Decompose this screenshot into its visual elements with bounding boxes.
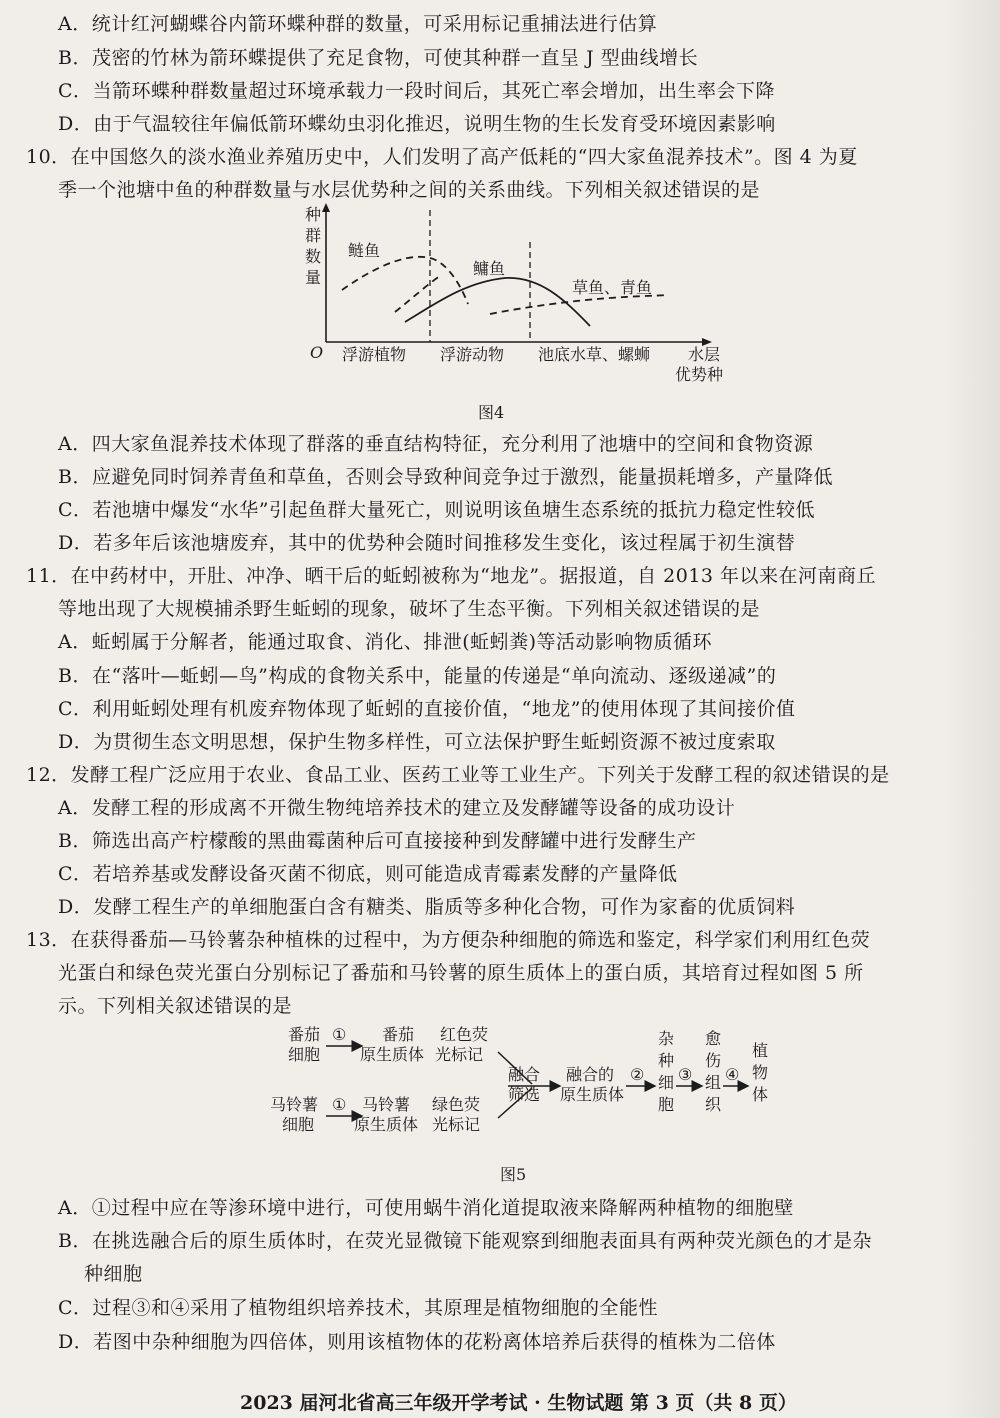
y-label-4: 量 bbox=[305, 268, 322, 287]
q12-option-b: B．筛选出高产柠檬酸的黑曲霉菌种后可直接接种到发酵罐中进行发酵生产 bbox=[58, 830, 697, 852]
potato-protoplast-line2: 原生质体 bbox=[354, 1115, 419, 1134]
tomato-cell-line2: 细胞 bbox=[288, 1045, 321, 1064]
category-2: 浮游动物 bbox=[440, 345, 505, 364]
q13-stem-line1: 13．在获得番茄—马铃薯杂种植株的过程中，为方便杂种细胞的筛选和鉴定，科学家们利用红色荧 bbox=[26, 929, 871, 951]
step1-top: ① bbox=[332, 1025, 347, 1044]
q10-stem-line1: 10．在中国悠久的淡水渔业养殖历史中，人们发明了高产低耗的“四大家鱼混养技术”。图 4 为夏 bbox=[26, 146, 858, 168]
q10-option-d: D．若多年后该池塘废弃，其中的优势种会随时间推移发生变化，该过程属于初生演替 bbox=[58, 532, 796, 554]
tomato-cell: 番茄 bbox=[288, 1025, 321, 1044]
red-fluorescent-label-line2: 光标记 bbox=[435, 1045, 484, 1064]
potato-cell: 马铃薯 bbox=[270, 1095, 319, 1114]
q11-option-b: B．在“落叶—蚯蚓—鸟”构成的食物关系中，能量的传递是“单向流动、逐级递减”的 bbox=[58, 665, 777, 687]
x-label-1: 水层 bbox=[688, 345, 721, 364]
q9-option-b: B．茂密的竹林为箭环蝶提供了充足食物，可使其种群一直呈 J 型曲线增长 bbox=[58, 47, 699, 69]
callus-2: 伤 bbox=[705, 1051, 722, 1070]
plant-2: 物 bbox=[752, 1063, 769, 1082]
q12-option-a: A．发酵工程的形成离不开微生物纯培养技术的建立及发酵罐等设备的成功设计 bbox=[58, 797, 736, 819]
q11-option-c: C．利用蚯蚓处理有机废弃物体现了蚯蚓的直接价值，“地龙”的使用体现了其间接价值 bbox=[58, 698, 796, 720]
step3: ③ bbox=[678, 1065, 693, 1084]
q13-option-b: B．在挑选融合后的原生质体时，在荧光显微镜下能观察到细胞表面具有两种荧光颜色的才是杂 bbox=[58, 1230, 872, 1252]
q13-option-b-cont: 种细胞 bbox=[84, 1263, 143, 1285]
q13-option-a: A．①过程中应在等渗环境中进行，可使用蜗牛消化道提取液来降解两种植物的细胞壁 bbox=[58, 1197, 794, 1219]
green-fluorescent-label: 绿色荧 bbox=[432, 1095, 481, 1114]
q13-option-c: C．过程③和④采用了植物组织培养技术，其原理是植物细胞的全能性 bbox=[58, 1297, 659, 1319]
q11-stem-line2: 等地出现了大规模捕杀野生蚯蚓的现象，破坏了生态平衡。下列相关叙述错误的是 bbox=[58, 598, 761, 620]
hybrid-cell-4: 胞 bbox=[658, 1095, 675, 1114]
page-edge-shadow bbox=[945, 0, 1000, 1418]
callus-4: 织 bbox=[705, 1095, 722, 1114]
q9-option-c: C．当箭环蝶种群数量超过环境承载力一段时间后，其死亡率会增加，出生率会下降 bbox=[58, 80, 776, 102]
q10-stem-line2: 季一个池塘中鱼的种群数量与水层优势种之间的关系曲线。下列相关叙述错误的是 bbox=[58, 179, 761, 201]
q13-option-d: D．若图中杂种细胞为四倍体，则用该植物体的花粉离体培养后获得的植株为二倍体 bbox=[58, 1331, 776, 1353]
hybrid-cell-1: 杂 bbox=[658, 1029, 675, 1048]
fused-protoplast: 融合的 bbox=[566, 1065, 615, 1084]
potato-cell-line2: 细胞 bbox=[282, 1115, 315, 1134]
y-label-3: 数 bbox=[305, 247, 322, 266]
category-3: 池底水草、螺蛳 bbox=[538, 345, 651, 364]
red-fluorescent-label: 红色荧 bbox=[440, 1025, 489, 1044]
q12-stem: 12．发酵工程广泛应用于农业、食品工业、医药工业等工业生产。下列关于发酵工程的叙述错误的是 bbox=[26, 764, 890, 786]
figure-4-chart bbox=[290, 200, 750, 400]
step4: ④ bbox=[725, 1065, 740, 1084]
q13-stem-line2: 光蛋白和绿色荧光蛋白分别标记了番茄和马铃薯的原生质体上的蛋白质，其培育过程如图 5 所 bbox=[58, 962, 864, 984]
step2: ② bbox=[630, 1065, 645, 1084]
figure-4-caption: 图4 bbox=[478, 403, 505, 422]
fusion-screen-line2: 筛选 bbox=[508, 1085, 541, 1104]
q9-option-d: D．由于气温较往年偏低箭环蝶幼虫羽化推迟，说明生物的生长发育受环境因素影响 bbox=[58, 113, 776, 135]
hybrid-cell-3: 细 bbox=[658, 1073, 675, 1092]
label-grass-black-carp: 草鱼、青鱼 bbox=[572, 278, 653, 297]
q13-stem-line3: 示。下列相关叙述错误的是 bbox=[58, 995, 293, 1017]
y-label-1: 种 bbox=[305, 205, 322, 224]
q12-option-d: D．发酵工程生产的单细胞蛋白含有糖类、脂质等多种化合物，可作为家畜的优质饲料 bbox=[58, 896, 796, 918]
tomato-protoplast-line2: 原生质体 bbox=[360, 1045, 425, 1064]
x-label-2: 优势种 bbox=[675, 365, 724, 384]
potato-protoplast: 马铃薯 bbox=[362, 1095, 411, 1114]
curve-grass-black-carp bbox=[490, 295, 668, 314]
callus-1: 愈 bbox=[705, 1029, 722, 1048]
plant-3: 体 bbox=[752, 1085, 769, 1104]
q12-option-c: C．若培养基或发酵设备灭菌不彻底，则可能造成青霉素发酵的产量降低 bbox=[58, 863, 678, 885]
q11-option-d: D．为贯彻生态文明思想，保护生物多样性，可立法保护野生蚯蚓资源不被过度索取 bbox=[58, 731, 776, 753]
q10-option-a: A．四大家鱼混养技术体现了群落的垂直结构特征，充分利用了池塘中的空间和食物资源 bbox=[58, 433, 814, 455]
callus-3: 组 bbox=[705, 1073, 722, 1092]
fused-protoplast-line2: 原生质体 bbox=[560, 1085, 625, 1104]
y-label-2: 群 bbox=[305, 226, 322, 245]
tomato-protoplast: 番茄 bbox=[382, 1025, 415, 1044]
figure-5-caption: 图5 bbox=[500, 1165, 527, 1184]
label-silver-carp: 鲢鱼 bbox=[348, 241, 381, 260]
hybrid-cell-2: 种 bbox=[658, 1051, 675, 1070]
curve-bighead-carp-dashed bbox=[395, 276, 440, 312]
y-axis-arrow bbox=[322, 203, 330, 212]
fusion-screen: 融合 bbox=[508, 1065, 541, 1084]
category-1: 浮游植物 bbox=[342, 345, 407, 364]
q9-option-a: A．统计红河蝴蝶谷内箭环蝶种群的数量，可采用标记重捕法进行估算 bbox=[58, 13, 658, 35]
green-fluorescent-label-line2: 光标记 bbox=[432, 1115, 481, 1134]
plant-1: 植 bbox=[752, 1041, 769, 1060]
origin-label: O bbox=[310, 343, 324, 362]
step1-bottom: ① bbox=[332, 1095, 347, 1114]
figure-5-flowchart bbox=[270, 1018, 790, 1158]
q11-option-a: A．蚯蚓属于分解者，能通过取食、消化、排泄(蚯蚓粪)等活动影响物质循环 bbox=[58, 631, 713, 653]
page-footer: 2023 届河北省高三年级开学考试 · 生物试题 第 3 页（共 8 页） bbox=[240, 1392, 797, 1414]
q10-option-c: C．若池塘中爆发“水华”引起鱼群大量死亡，则说明该鱼塘生态系统的抵抗力稳定性较低 bbox=[58, 499, 815, 521]
q11-stem-line1: 11．在中药材中，开肚、冲净、晒干后的蚯蚓被称为“地龙”。据报道，自 2013 年以来在河南商丘 bbox=[26, 565, 877, 587]
q10-option-b: B．应避免同时饲养青鱼和草鱼，否则会导致种间竞争过于激烈，能量损耗增多，产量降低 bbox=[58, 466, 833, 488]
label-bighead-carp: 鳙鱼 bbox=[473, 259, 506, 278]
